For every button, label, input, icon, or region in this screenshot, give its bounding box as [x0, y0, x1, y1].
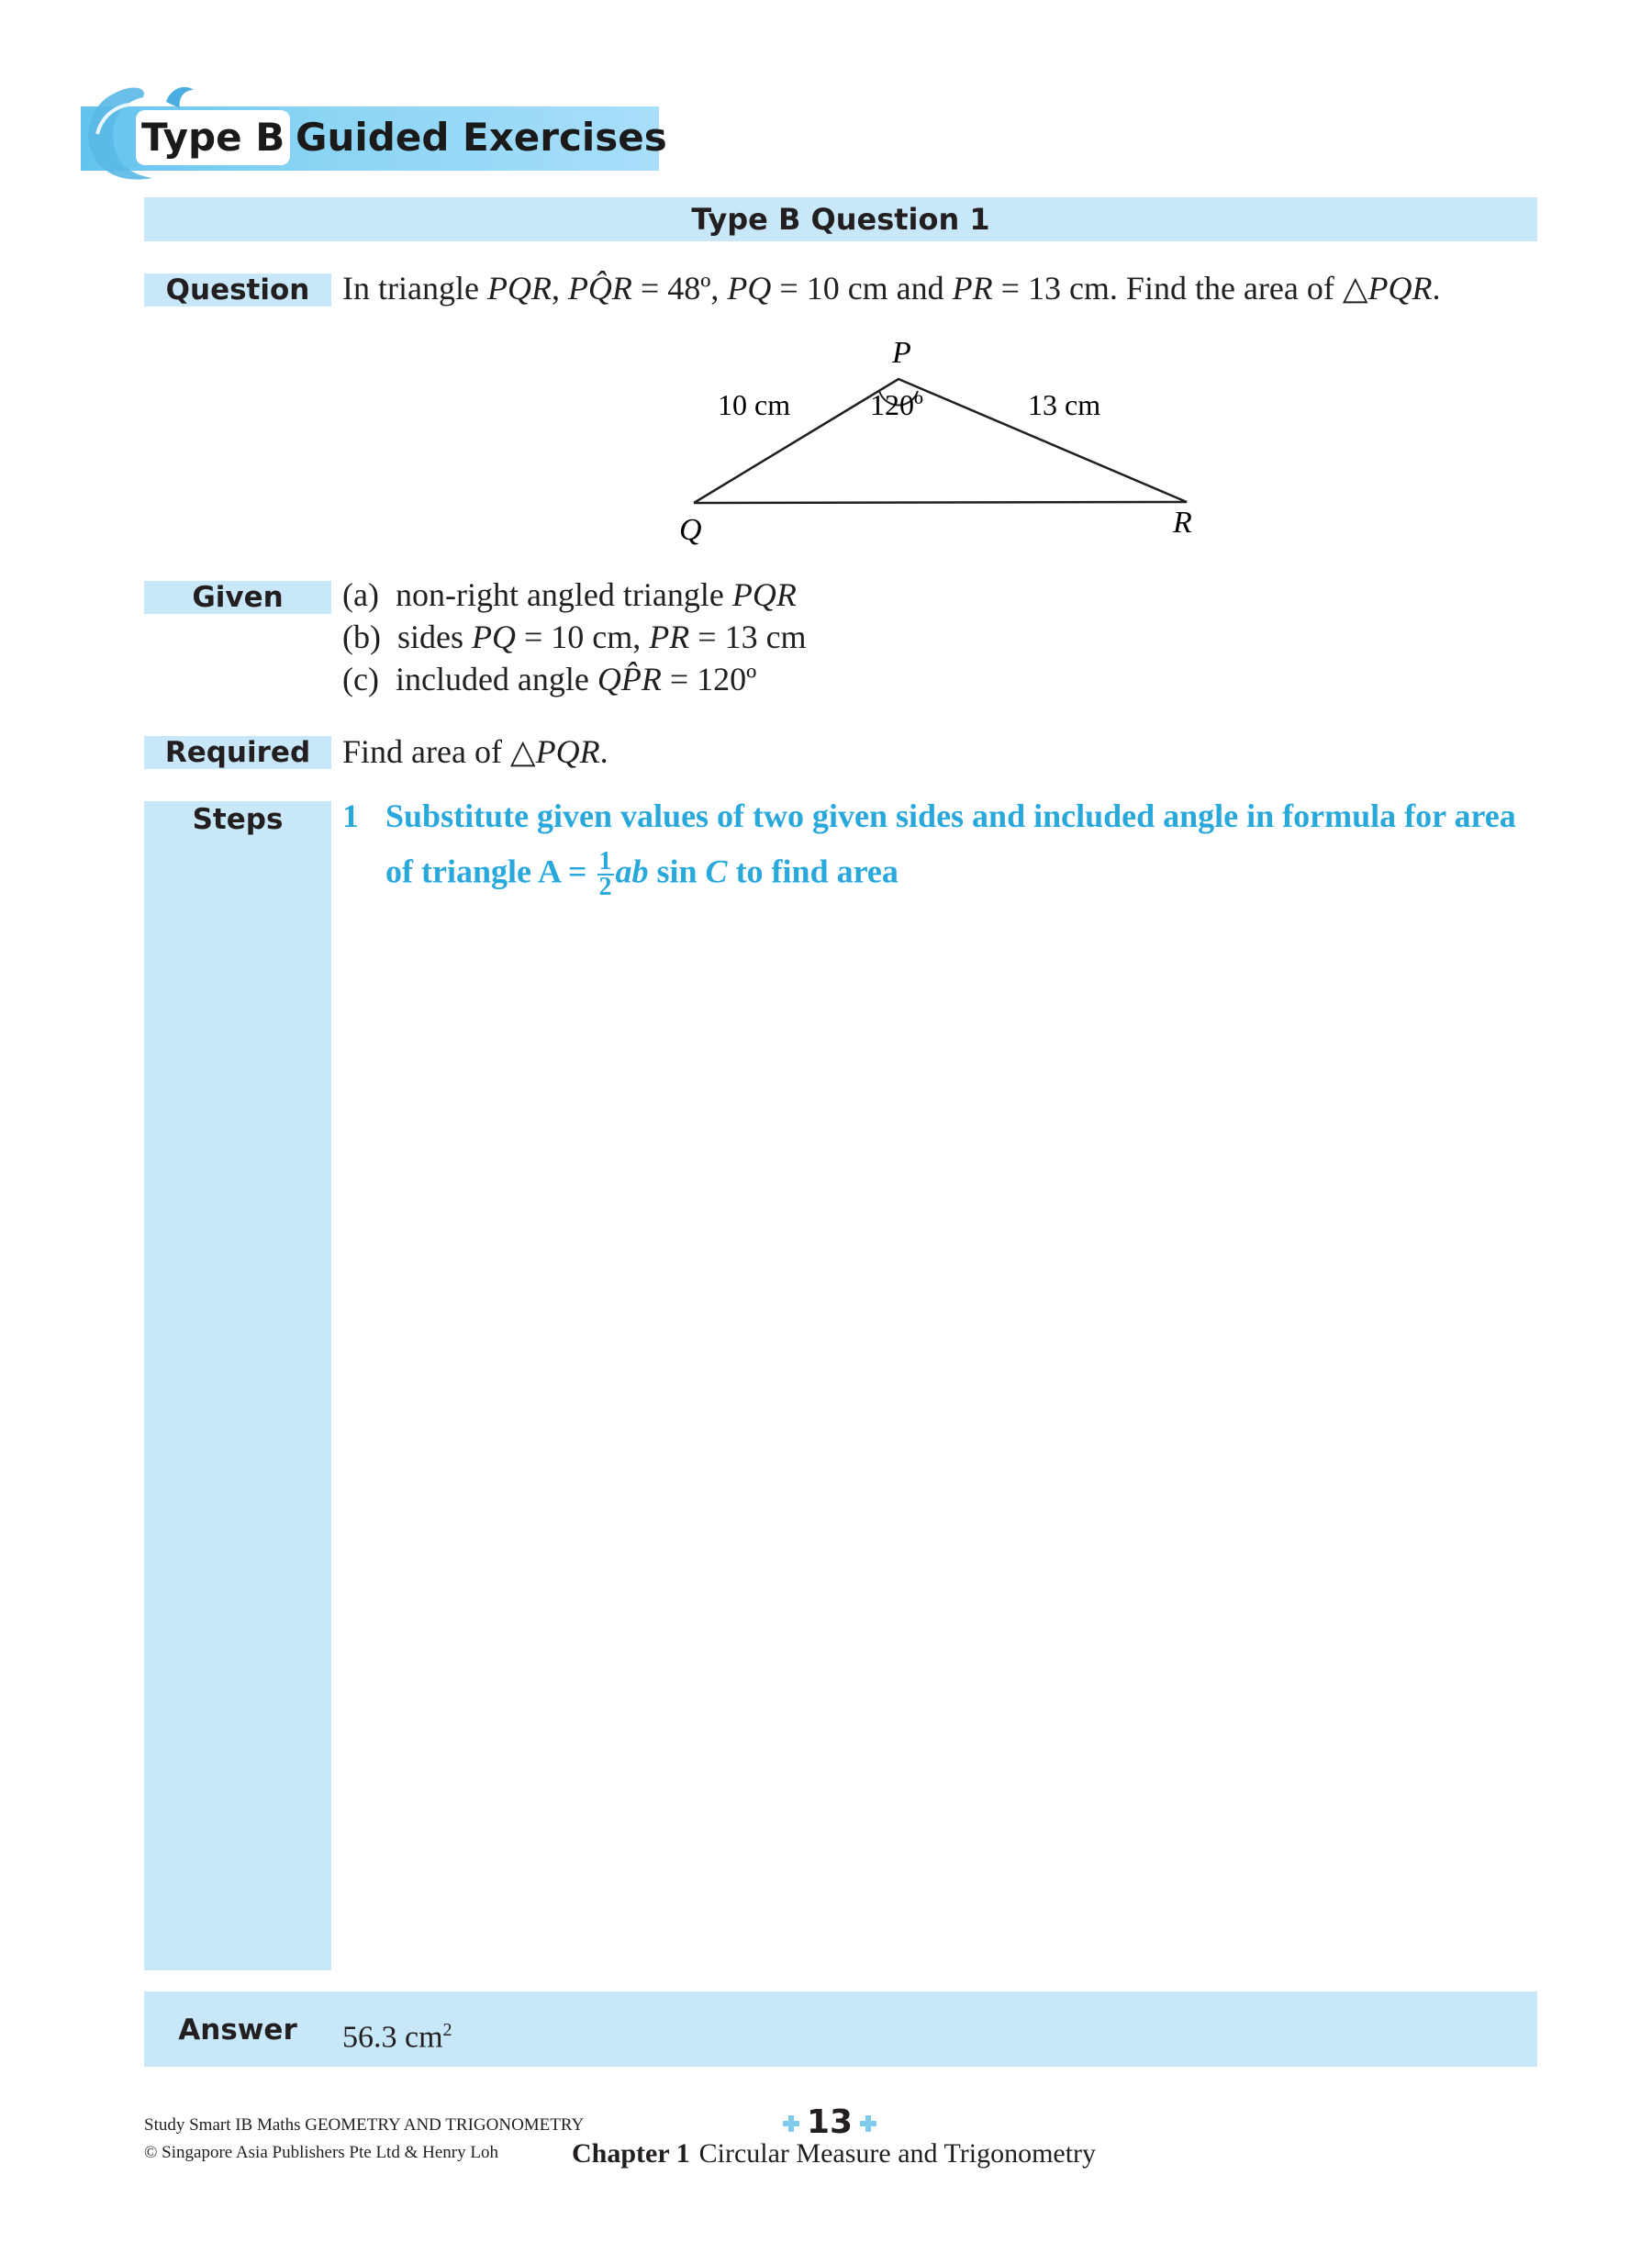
- vertex-r: R: [1173, 506, 1192, 540]
- fraction-half: $\frac{1}{2}$: [598, 847, 612, 901]
- given-item-b: (b) sides PQ = 10 cm, PR = 13 cm: [342, 619, 807, 655]
- footer-book-title: Study Smart IB Maths GEOMETRY AND TRIGONOMETRY: [144, 2115, 585, 2135]
- given-item-a: (a) non-right angled triangle PQR: [342, 576, 797, 613]
- answer-value: 56.3 $cm^2$: [342, 2020, 452, 2055]
- footer-copyright: © Singapore Asia Publishers Pte Ltd & Henry Loh: [144, 2143, 498, 2162]
- required-label: Required: [144, 736, 331, 769]
- step-number: 1: [342, 797, 359, 834]
- side-pq-label: 10 cm: [718, 388, 791, 421]
- question-label: Question: [144, 273, 331, 307]
- diamond-icon: [860, 2115, 876, 2132]
- given-item-c: (c) included angle QP̂R = 120º: [342, 661, 757, 697]
- vertex-q: Q: [679, 513, 702, 547]
- footer-chapter: Chapter 1 Circular Measure and Trigonometry: [572, 2138, 1097, 2169]
- question-title-bar: Type B Question 1: [144, 197, 1537, 241]
- step-text-line2: of triangle A = $\frac{1}{2}$ ab sin C to find area: [385, 847, 899, 901]
- triangle-diagram: [642, 312, 1230, 551]
- side-pr-label: 13 cm: [1028, 388, 1101, 421]
- page-number: 13: [776, 2103, 884, 2141]
- question-text: In triangle PQR, PQ̂R = 48º, PQ = 10 cm and PR = 13 cm. Find the area of △PQR.: [342, 270, 1441, 307]
- vertex-p: P: [892, 336, 911, 370]
- steps-label: Steps: [192, 803, 284, 836]
- given-label: Given: [144, 581, 331, 614]
- diamond-icon: [783, 2115, 799, 2132]
- type-tag: Type B: [136, 110, 290, 165]
- angle-p-label: 120º: [870, 388, 923, 421]
- steps-column: [144, 801, 331, 1970]
- required-text: Find area of △PQR.: [342, 733, 608, 770]
- answer-label: Answer: [178, 2013, 297, 2047]
- step-text-line1: Substitute given values of two given sides and included angle in formula for area: [385, 797, 1516, 834]
- section-title: Guided Exercises: [296, 115, 667, 160]
